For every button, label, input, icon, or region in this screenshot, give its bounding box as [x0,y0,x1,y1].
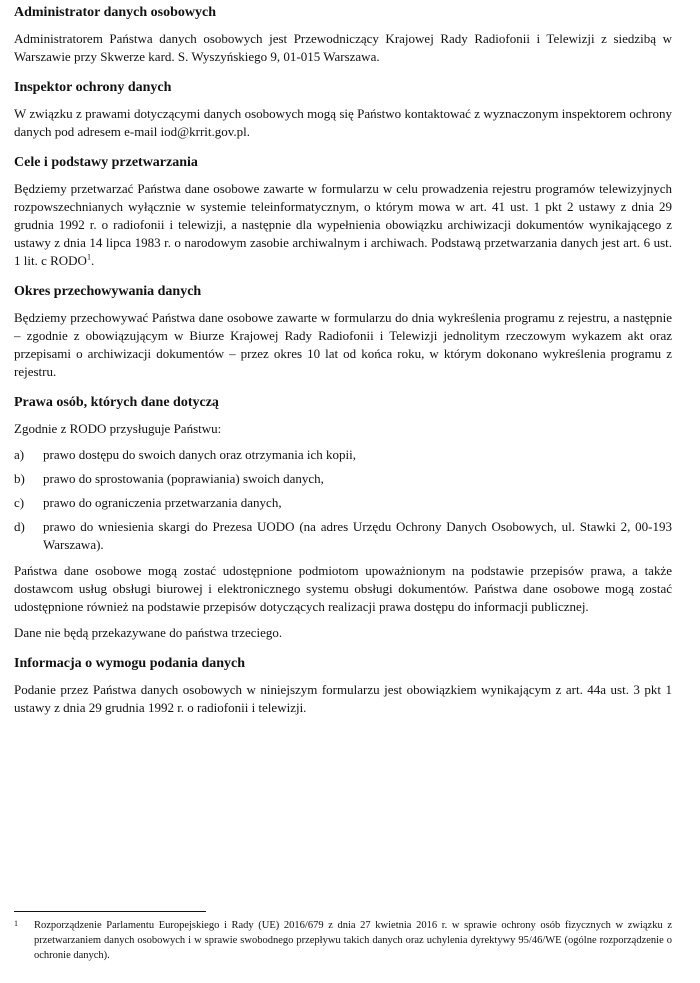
list-marker: c) [14,495,25,510]
rights-intro: Zgodnie z RODO przysługuje Państwu: [14,421,222,436]
section-paragraph: W związku z prawami dotyczącymi danych osobowych mogą się Państwo kontaktować z wyznaczonym inspektorem ochrony danych pod adresem e-mail iod@krrit.gov.pl. [14,106,672,139]
list-item-text: prawo do ograniczenia przetwarzania danych, [43,495,282,510]
section-paragraph: Będziemy przechowywać Państwa dane osobowe zawarte w formularzu do dnia wykreślenia programu z rejestru, a następnie – zgodnie z obowiązującym w Biurze Krajowej Rady Radiofonii i Telewizji jednolitym rzeczowym wykazem akt oraz przepisami o archiwizacji dokumentów – przez okres 10 lat od końca roku, w którym dokonano wykreślenia programu z rejestru. [14,310,672,379]
section-heading: Prawa osób, których dane dotyczą [14,395,219,410]
list-marker: a) [14,447,25,462]
list-item [14,446,672,464]
section-heading: Inspektor ochrony danych [14,80,172,95]
section-heading: Administrator danych osobowych [14,5,216,20]
footnote-divider [14,911,206,912]
section-heading: Cele i podstawy przetwarzania [14,155,198,170]
rights-list [14,446,672,554]
third-country-paragraph: Dane nie będą przekazywane do państwa trzeciego. [14,625,283,640]
section-paragraph: Będziemy przetwarzać Państwa dane osobowe zawarte w formularzu w celu prowadzenia rejestru programów telewizyjnych rozpowszechnianych wyłącznie w systemie teleinformatycznym, o którym mowa w art. 41 ust. 1 pkt 2 ustawy z dnia 29 grudnia 1992 r. o radiofonii i telewizji, a następnie dla wypełnienia obowiązku archiwizacji dokumentów wynikającego z ustawy z dnia 14 lipca 1983 r. o narodowym zasobie archiwalnym i archiwach. Podstawą przetwarzania danych jest art. 6 ust. 1 lit. c RODO$^1$. [14,181,672,268]
list-item [14,518,672,554]
sharing-paragraph: Państwa dane osobowe mogą zostać udostępnione podmiotom upoważnionym na podstawie przepisów prawa, a także dostawcom usług obsługi biurowej i elektronicznego systemu obsługi dokumentów. Państwa dane osobowe mogą zostać udostępnione również na podstawie przepisów dotyczących realizacji prawa dostępu do informacji publicznej. [14,563,672,614]
footnote-mark: 1 [14,919,18,928]
document-page [14,4,672,730]
list-marker: d) [14,519,25,534]
list-item [14,494,672,512]
section-heading: Okres przechowywania danych [14,284,202,299]
paragraph-text: Będziemy przetwarzać Państwa dane osobowe zawarte w formularzu w celu prowadzenia rejestru programów telewizyjnych rozpowszechnianych wyłącznie w systemie teleinformatycznym, o którym mowa w art. 41 ust. 1 pkt 2 ustawy z dnia 29 grudnia 1992 r. o radiofonii i telewizji, a następnie dla wypełnienia obowiązku archiwizacji dokumentów wynikającego z ustawy z dnia 14 lipca 1983 r. o narodowym zasobie archiwalnym i archiwach. Podstawą przetwarzania danych jest art. 6 ust. 1 lit. c RODO [14,181,672,268]
section-paragraph: Podanie przez Państwa danych osobowych w niniejszym formularzu jest obowiązkiem wynikającym z art. 44a ust. 3 pkt 1 ustawy z dnia 29 grudnia 1992 r. o radiofonii i telewizji. [14,682,672,715]
footnote-reference: 1 [86,252,91,262]
list-marker: b) [14,471,25,486]
list-item [14,470,672,488]
section-purposes [14,154,672,270]
section-inspector [14,79,672,141]
footnote-text: Rozporządzenie Parlamentu Europejskiego i Rady (UE) 2016/679 z dnia 27 kwietnia 2016 r. w sprawie ochrony osób fizycznych w związku z przetwarzaniem danych osobowych i w sprawie swobodnego przepływu takich danych oraz uchylenia dyrektywy 95/46/WE (ogólne rozporządzenie o ochronie danych). [34,920,672,961]
list-item-text: prawo do wniesienia skargi do Prezesa UODO (na adres Urzędu Ochrony Danych Osobowych, ul. Stawki 2, 00-193 Warszawa). [43,519,672,552]
list-item-text: prawo do sprostowania (poprawiania) swoich danych, [43,471,324,486]
section-retention [14,283,672,381]
list-item-text: prawo dostępu do swoich danych oraz otrzymania ich kopii, [43,447,356,462]
section-administrator [14,4,672,66]
section-requirement [14,655,672,717]
footnote [14,918,672,963]
section-paragraph: Administratorem Państwa danych osobowych jest Przewodniczący Krajowej Rady Radiofonii i Telewizji z siedzibą w Warszawie przy Skwerze kard. S. Wyszyńskiego 9, 01-015 Warszawa. [14,31,672,64]
section-heading: Informacja o wymogu podania danych [14,656,246,671]
section-rights [14,394,672,642]
